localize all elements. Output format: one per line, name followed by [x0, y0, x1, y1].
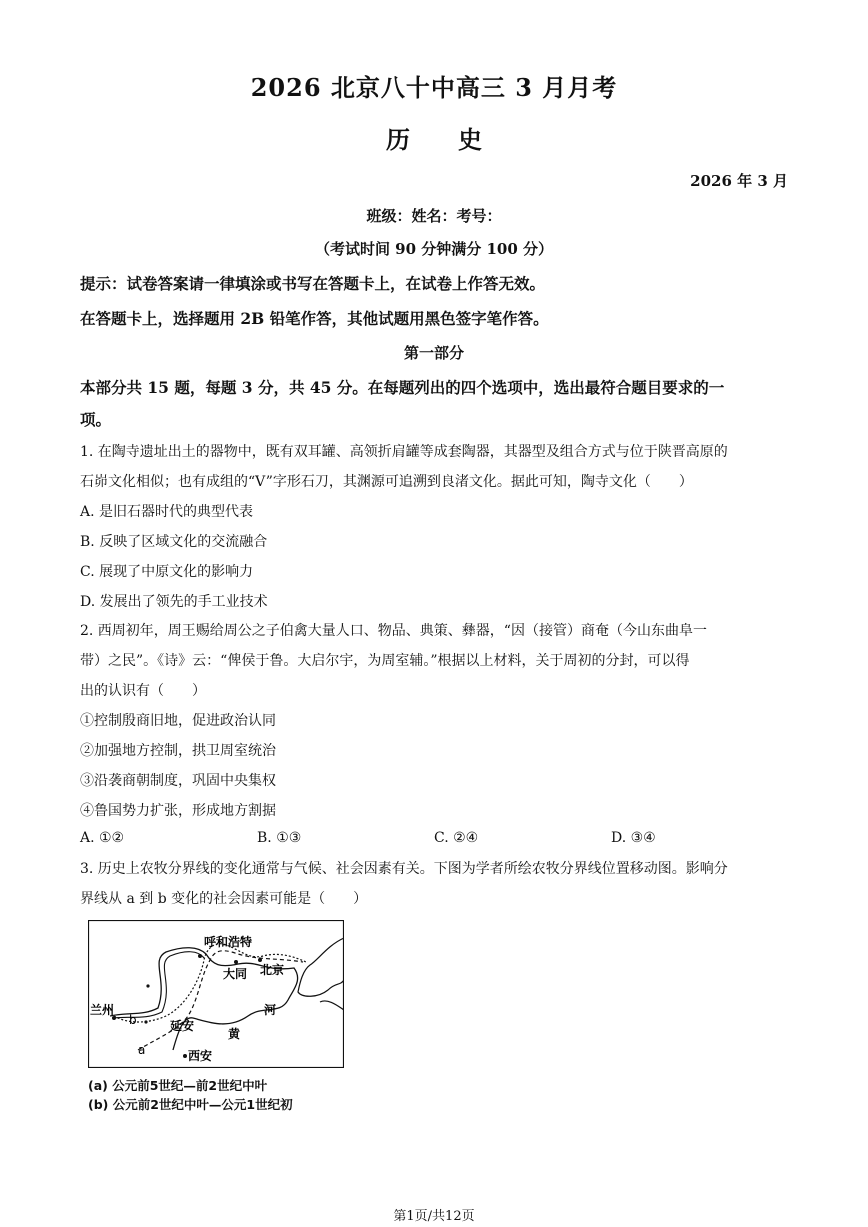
city-dot — [234, 960, 238, 964]
city-dot — [144, 1020, 147, 1023]
q1-option-c: C. 展现了中原文化的影响力 — [80, 564, 254, 580]
page-number: 第1页/共12页 — [393, 1209, 475, 1224]
label-line-a: a — [138, 1043, 146, 1057]
city-dot — [198, 954, 202, 958]
question-3 — [80, 854, 790, 914]
question-1-line: 石峁文化相似；也有成组的“V”字形石刀，其渊源可追溯到良渚文化。据此可知，陶寺文化（ ） — [80, 474, 693, 490]
notice-line-1: 提示：试卷答案请一律填涂或书写在答题卡上，在试卷上作答无效。 — [80, 274, 546, 293]
city-dot — [146, 984, 149, 987]
label-xian: 西安 — [188, 1049, 213, 1063]
q1-option-a: A. 是旧石器时代的典型代表 — [80, 504, 254, 520]
section-instructions-cont: 项。 — [80, 410, 112, 429]
notice-line-2: 在答题卡上，选择题用 2B 铅笔作答，其他试题用黑色签字笔作答。 — [80, 309, 549, 328]
label-datong: 大同 — [223, 967, 248, 981]
question-2 — [80, 616, 790, 706]
question-1 — [80, 437, 790, 497]
q2-statement-1: ①控制殷商旧地，促进政治认同 — [80, 713, 276, 729]
map-legend-a: (a) 公元前5世纪—前2世纪中叶 — [88, 1078, 268, 1093]
city-dot — [183, 1054, 187, 1058]
label-yanan: 延安 — [170, 1019, 195, 1033]
q2-statement-4: ④鲁国势力扩张，形成地方割据 — [80, 803, 276, 819]
label-hohhot: 呼和浩特 — [204, 935, 253, 949]
q1-option-b: B. 反映了区域文化的交流融合 — [80, 534, 268, 550]
exam-date: 2026 年 3 月 — [690, 172, 788, 190]
question-2-line: 2. 西周初年，周王赐给周公之子伯禽大量人口、物品、典策、彝器，“因（接管）商奄（今山东曲阜一 — [80, 623, 707, 639]
subject-title: 历 史 — [386, 125, 482, 154]
student-info-line: 班级：姓名：考号： — [366, 207, 502, 225]
q2-option-c: C. ②④ — [434, 830, 479, 846]
section-instructions: 本部分共 15 题，每题 3 分，共 45 分。在每题列出的四个选项中，选出最符合题目要求的一 — [80, 378, 725, 397]
exam-time: （考试时间 90 分钟满分 100 分） — [314, 240, 554, 258]
section-title: 第一部分 — [403, 344, 464, 362]
label-yellow: 黄 — [228, 1027, 241, 1041]
label-beijing: 北京 — [260, 963, 285, 977]
label-lanzhou: 兰州 — [90, 1003, 115, 1017]
q2-statement-3: ③沿袭商朝制度，巩固中央集权 — [80, 773, 276, 789]
label-line-b: b — [129, 1013, 137, 1027]
question-3-line: 界线从 a 到 b 变化的社会因素可能是（ ） — [80, 891, 368, 907]
q2-statement-2: ②加强地方控制，拱卫周室统治 — [80, 743, 276, 759]
map-legend-b: (b) 公元前2世纪中叶—公元1世纪初 — [88, 1097, 293, 1112]
city-dot — [258, 958, 262, 962]
q2-option-b: B. ①③ — [257, 830, 302, 846]
question-2-line: 出的认识有（ ） — [80, 683, 206, 699]
question-1-line: 1. 在陶寺遗址出土的器物中，既有双耳罐、高领折肩罐等成套陶器，其器型及组合方式与位于陕晋高原的 — [80, 444, 728, 460]
q2-option-d: D. ③④ — [611, 830, 656, 846]
farming-pastoral-boundary-map — [88, 920, 344, 1068]
question-2-line: 带）之民”。《诗》云：“俾侯于鲁。大启尔宇，为周室辅。”根据以上材料，关于周初的分封，可以得 — [80, 653, 690, 669]
q2-option-a: A. ①② — [80, 830, 125, 846]
exam-title: 2026 北京八十中高三 3 月月考 — [250, 73, 618, 102]
question-3-line: 3. 历史上农牧分界线的变化通常与气候、社会因素有关。下图为学者所绘农牧分界线位置移动图。影响分 — [80, 861, 728, 877]
q1-option-d: D. 发展出了领先的手工业技术 — [80, 594, 268, 610]
label-river: 河 — [264, 1003, 277, 1017]
